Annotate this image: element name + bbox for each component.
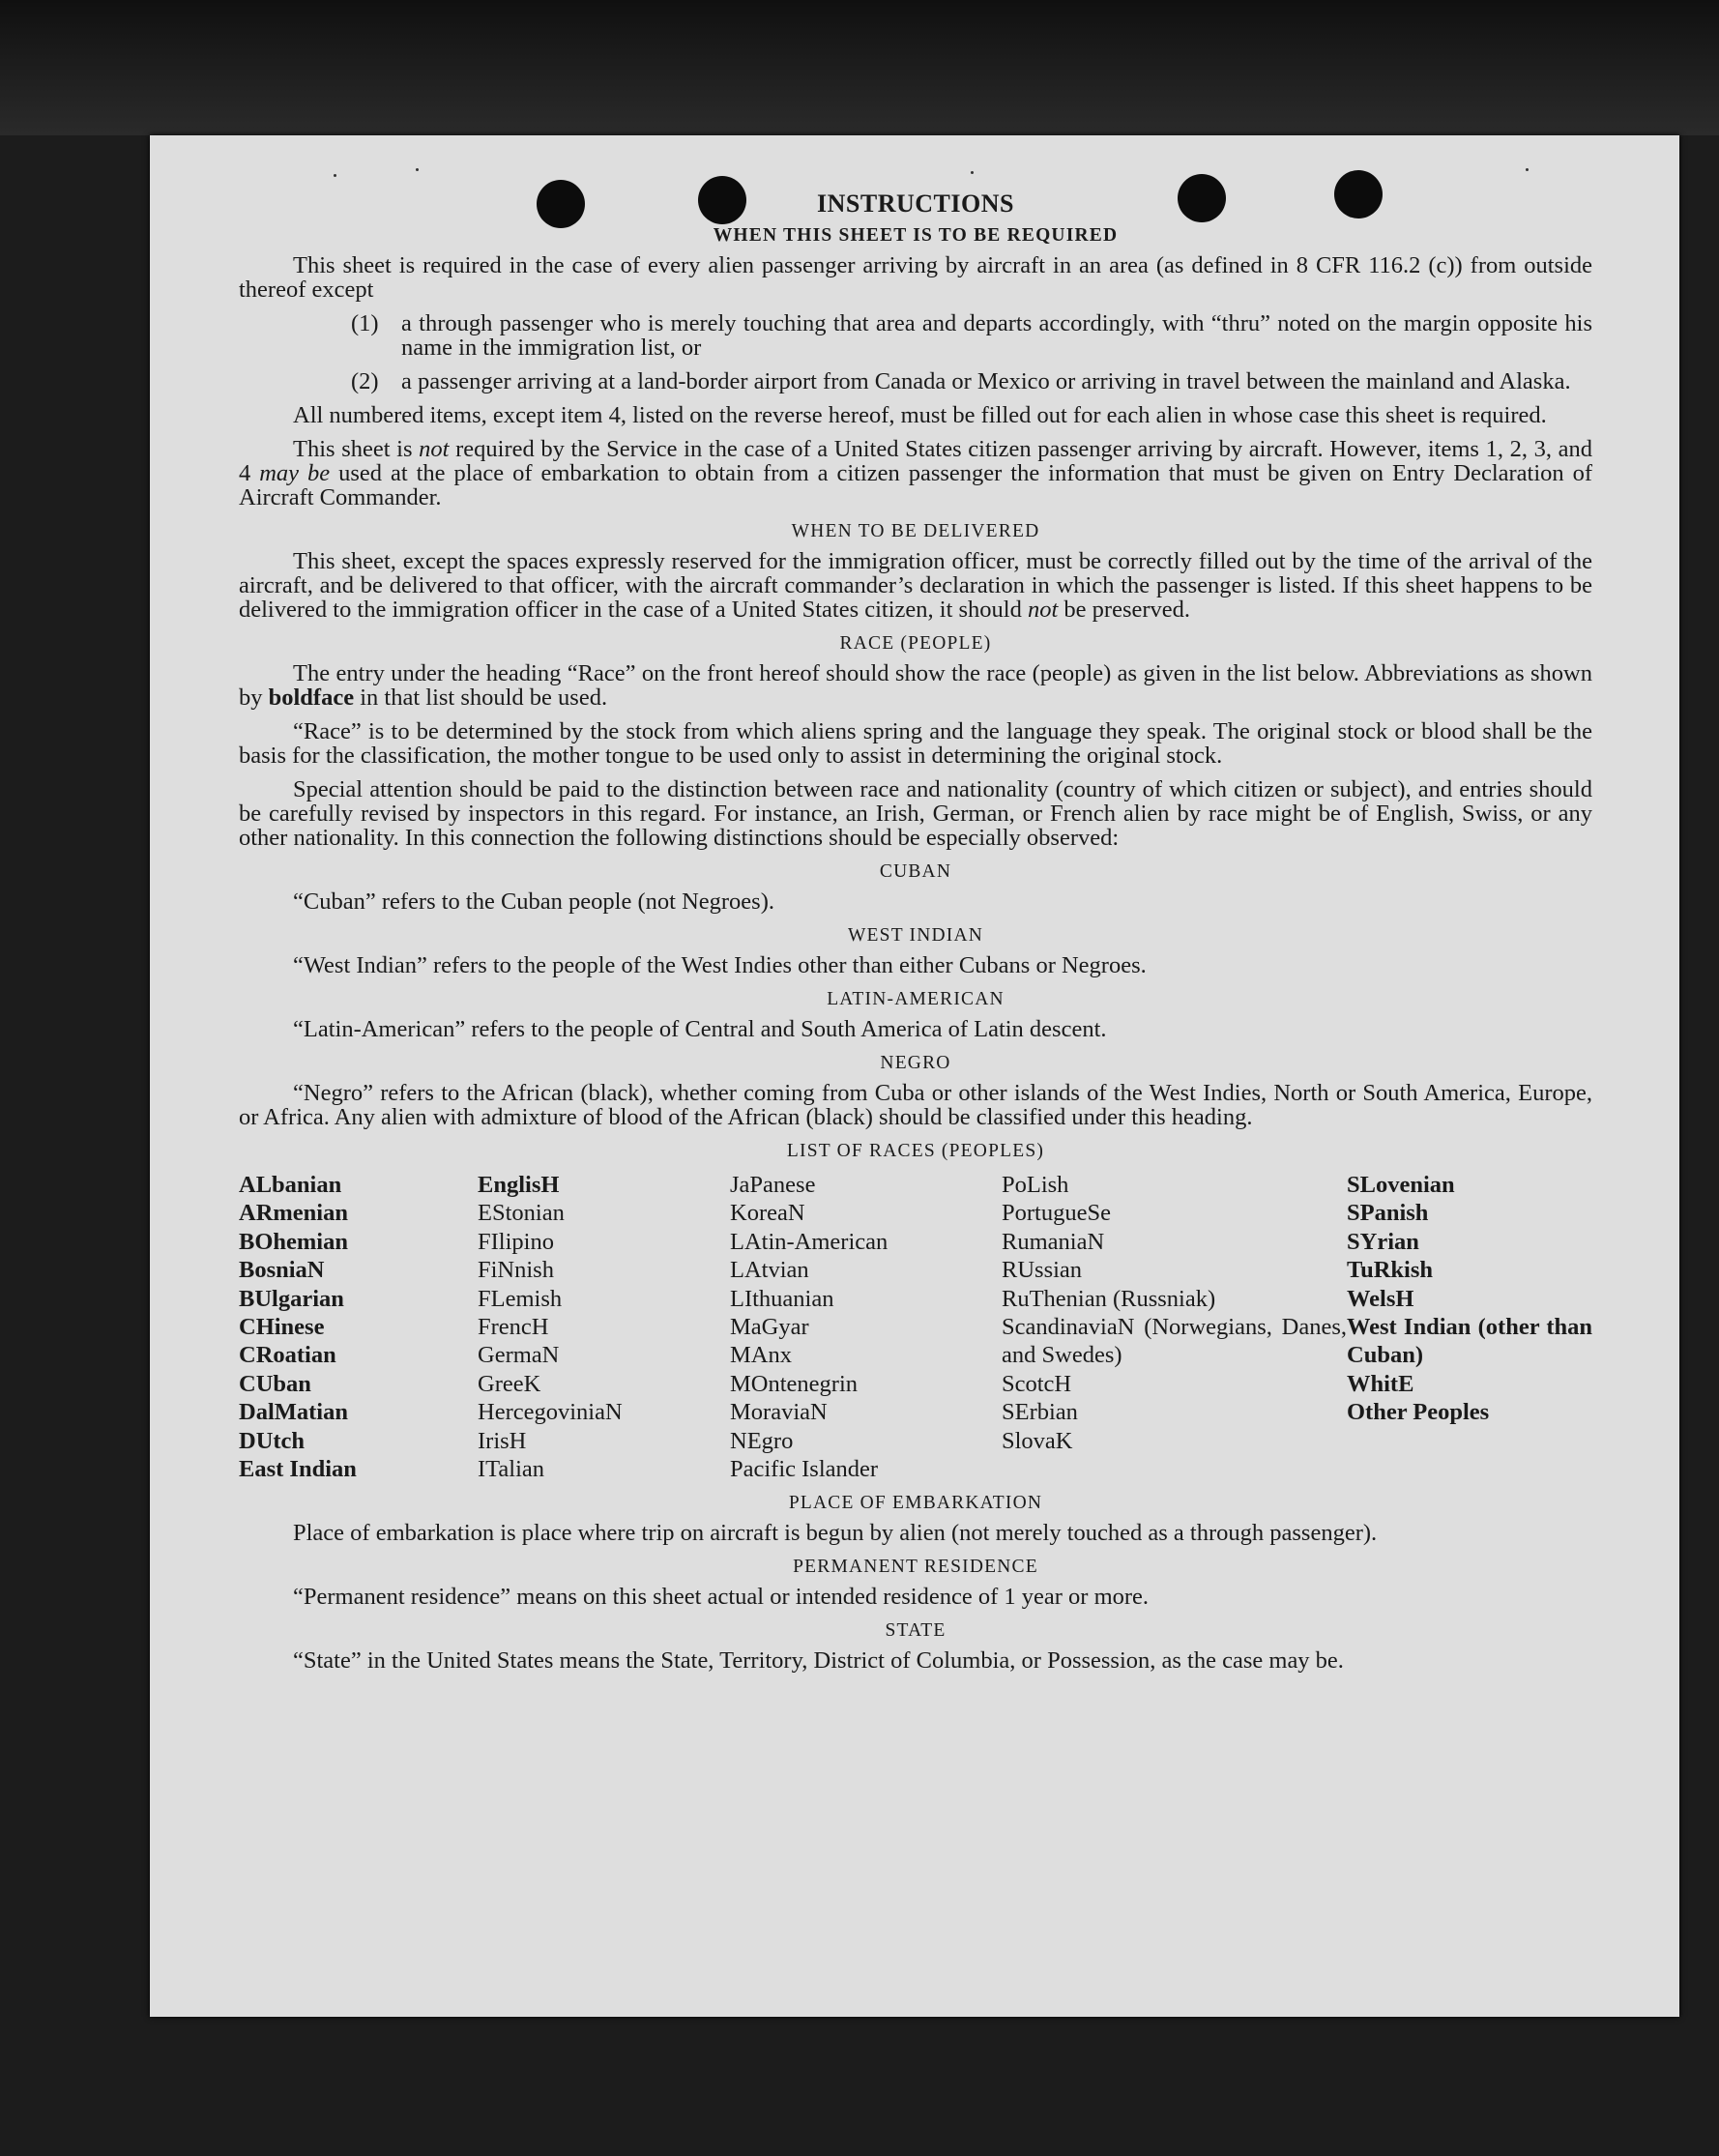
race-paragraph-3: Special attention should be paid to the distinction between race and nationality (country of which citizen or subject), and entries should be carefully revised by inspectors in this regard. For instance, an Irish, German, or French alien by race might be of English, Swiss, or any other nationality. In this connection the following distinctions should be especially observed: — [239, 776, 1592, 851]
race-item: MAnx — [730, 1342, 792, 1369]
race-item: DalMatian — [239, 1399, 348, 1426]
race-item: RuThenian (Russniak) — [1002, 1285, 1216, 1312]
item-number: (1) — [351, 310, 379, 336]
race-item: MOntenegrin — [730, 1370, 858, 1397]
race-item: LAtvian — [730, 1257, 809, 1284]
emphasis-may-be: may be — [259, 460, 331, 486]
race-item: ITalian — [478, 1456, 545, 1483]
state-text: “State” in the United States means the State, Territory, District of Columbia, or Possession, as the case may be. — [293, 1647, 1344, 1675]
heading-state: STATE — [885, 1620, 947, 1642]
heading-when-delivered: WHEN TO BE DELIVERED — [791, 521, 1040, 541]
races-column-4 — [1002, 1171, 1347, 1483]
race-item: BosniaN — [239, 1257, 325, 1284]
races-column-5 — [1347, 1171, 1592, 1483]
race-item: FLemish — [478, 1285, 563, 1312]
when-required-intro: This sheet is required in the case of every alien passenger arriving by aircraft in an area (as defined in 8 CFR 116.2 (c)) from outside thereof except — [239, 252, 1592, 303]
heading-cuban: CUBAN — [879, 861, 952, 882]
text-run: This sheet, except the spaces expressly reserved for the immigration officer, must be correctly filled out by the time of the arrival of the aircraft, and be delivered to that officer, with the aircraft commander’s declaration in which the passenger is listed. If this sheet happens to be delivered to the immigration officer in the case of a United States citizen, it should — [239, 548, 1592, 623]
race-item: Pacific Islander — [730, 1456, 879, 1483]
race-item: IrisH — [478, 1427, 527, 1454]
embarkation-text: Place of embarkation is place where trip on aircraft is begun by alien (not merely touched as a through passenger). — [293, 1520, 1378, 1547]
item-text: a through passenger who is merely touching that area and departs accordingly, with “thru” noted on the margin opposite his name in the immigration list, or — [401, 310, 1592, 361]
west-indian-text: “West Indian” refers to the people of the West Indies other than either Cubans or Negroes. — [293, 952, 1147, 978]
heading-negro: NEGRO — [880, 1053, 951, 1073]
race-item: RumaniaN — [1002, 1228, 1105, 1255]
race-item: ALbanian — [239, 1172, 342, 1198]
race-item: PoLish — [1002, 1172, 1069, 1198]
heading-west-indian: WEST INDIAN — [847, 925, 984, 946]
scan-speck — [971, 171, 974, 174]
exception-item-1 — [239, 311, 1592, 360]
race-item: KoreaN — [730, 1200, 805, 1227]
text-run: This sheet is — [293, 436, 420, 462]
text-run: used at the place of embarkation to obtain from a citizen passenger the information that must be given on Entry Declaration of Aircraft Commander. — [239, 460, 1593, 510]
race-item: NEgro — [730, 1427, 794, 1454]
citizen-paragraph — [239, 437, 1592, 510]
heading-embarkation: PLACE OF EMBARKATION — [788, 1493, 1043, 1514]
race-item: GermaN — [478, 1342, 560, 1369]
races-list — [239, 1171, 1592, 1483]
race-paragraph-2: “Race” is to be determined by the stock from which aliens spring and the language they speak. The original stock or blood shall be the basis for the classification, the mother tongue to be used only to assist in determining the original stock. — [239, 718, 1592, 769]
heading-list-of-races: LIST OF RACES (PEOPLES) — [786, 1141, 1045, 1161]
race-item: RUssian — [1002, 1257, 1083, 1284]
heading-race: RACE (PEOPLE) — [839, 633, 992, 654]
emphasis-boldface: boldface — [268, 685, 355, 711]
race-item: FiNnish — [478, 1257, 554, 1284]
cuban-text: “Cuban” refers to the Cuban people (not Negroes). — [293, 889, 774, 915]
races-column-2 — [478, 1171, 730, 1483]
heading-when-required: WHEN THIS SHEET IS TO BE REQUIRED — [713, 225, 1119, 246]
race-item: MoraviaN — [730, 1399, 828, 1426]
race-item: Other Peoples — [1347, 1399, 1490, 1426]
scan-speck — [416, 168, 419, 171]
race-item: GreeK — [478, 1370, 541, 1397]
exception-item-2 — [239, 369, 1592, 393]
races-column-3 — [730, 1171, 1002, 1483]
text-run: in that list should be used. — [354, 685, 608, 711]
race-item: West Indian (other than Cuban) — [1347, 1314, 1592, 1369]
heading-latin-american: LATIN-AMERICAN — [827, 989, 1005, 1009]
instructions-content — [239, 191, 1592, 1682]
race-item: HercegoviniaN — [478, 1399, 623, 1426]
latin-american-text: “Latin-American” refers to the people of Central and South America of Latin descent. — [293, 1016, 1107, 1042]
race-item: WelsH — [1347, 1285, 1414, 1312]
text-run: be preserved. — [1058, 597, 1191, 623]
residence-text: “Permanent residence” means on this sheet actual or intended residence of 1 year or more. — [293, 1584, 1150, 1611]
race-item: PortugueSe — [1002, 1200, 1111, 1227]
scan-speck — [334, 174, 336, 177]
race-item: MaGyar — [730, 1314, 809, 1341]
race-item: CRoatian — [239, 1342, 336, 1369]
page-title: INSTRUCTIONS — [817, 189, 1014, 218]
negro-text: “Negro” refers to the African (black), whether coming from Cuba or other islands of the West Indies, North or South America, Europe, or Africa. Any alien with admixture of blood of the African (black) should be classified under this heading. — [239, 1080, 1592, 1130]
when-delivered-text — [239, 549, 1592, 622]
text-run: required by the Service in the case of a United States citizen passenger arriving by aircraft. However, items 1, 2, 3, and 4 — [239, 436, 1592, 486]
scan-speck — [1526, 168, 1529, 171]
emphasis-not: not — [1027, 597, 1059, 623]
race-item: EStonian — [478, 1200, 565, 1227]
race-item: East Indian — [239, 1456, 357, 1483]
race-item: FrencH — [478, 1314, 549, 1341]
item-number: (2) — [351, 368, 379, 394]
race-item: TuRkish — [1347, 1257, 1434, 1284]
race-item: DUtch — [239, 1427, 306, 1454]
race-item: SlovaK — [1002, 1427, 1073, 1454]
race-item: LIthuanian — [730, 1285, 834, 1312]
race-item: ScotcH — [1002, 1370, 1072, 1397]
race-item: ARmenian — [239, 1200, 348, 1227]
race-item: WhitE — [1347, 1370, 1414, 1397]
race-item: SYrian — [1347, 1228, 1419, 1255]
race-item: FIlipino — [478, 1228, 554, 1255]
scan-background — [0, 0, 1719, 135]
race-item: SLovenian — [1347, 1172, 1455, 1198]
item-text: a passenger arriving at a land-border airport from Canada or Mexico or arriving in travel between the mainland and Alaska. — [401, 368, 1571, 394]
race-item: SErbian — [1002, 1399, 1078, 1426]
race-item: CUban — [239, 1370, 311, 1397]
race-item: JaPanese — [730, 1172, 816, 1198]
race-item: EnglisH — [478, 1172, 560, 1198]
text-run: The entry under the heading “Race” on the front hereof should show the race (people) as given in the list below. Abbreviations as shown by — [239, 660, 1592, 711]
race-item: LAtin-American — [730, 1228, 889, 1255]
document-page — [150, 135, 1679, 2017]
race-item: ScandinaviaN (Norwegians, Danes, and Swedes) — [1002, 1314, 1347, 1369]
race-item: SPanish — [1347, 1200, 1429, 1227]
emphasis-not: not — [419, 436, 450, 462]
race-paragraph-1 — [239, 661, 1592, 710]
race-item: BUlgarian — [239, 1285, 344, 1312]
races-column-1 — [239, 1171, 478, 1483]
race-item: BOhemian — [239, 1228, 348, 1255]
heading-permanent-residence: PERMANENT RESIDENCE — [793, 1557, 1038, 1578]
numbered-items-paragraph: All numbered items, except item 4, listed on the reverse hereof, must be filled out for each alien in whose case this sheet is required. — [293, 402, 1547, 428]
race-item: CHinese — [239, 1314, 325, 1341]
